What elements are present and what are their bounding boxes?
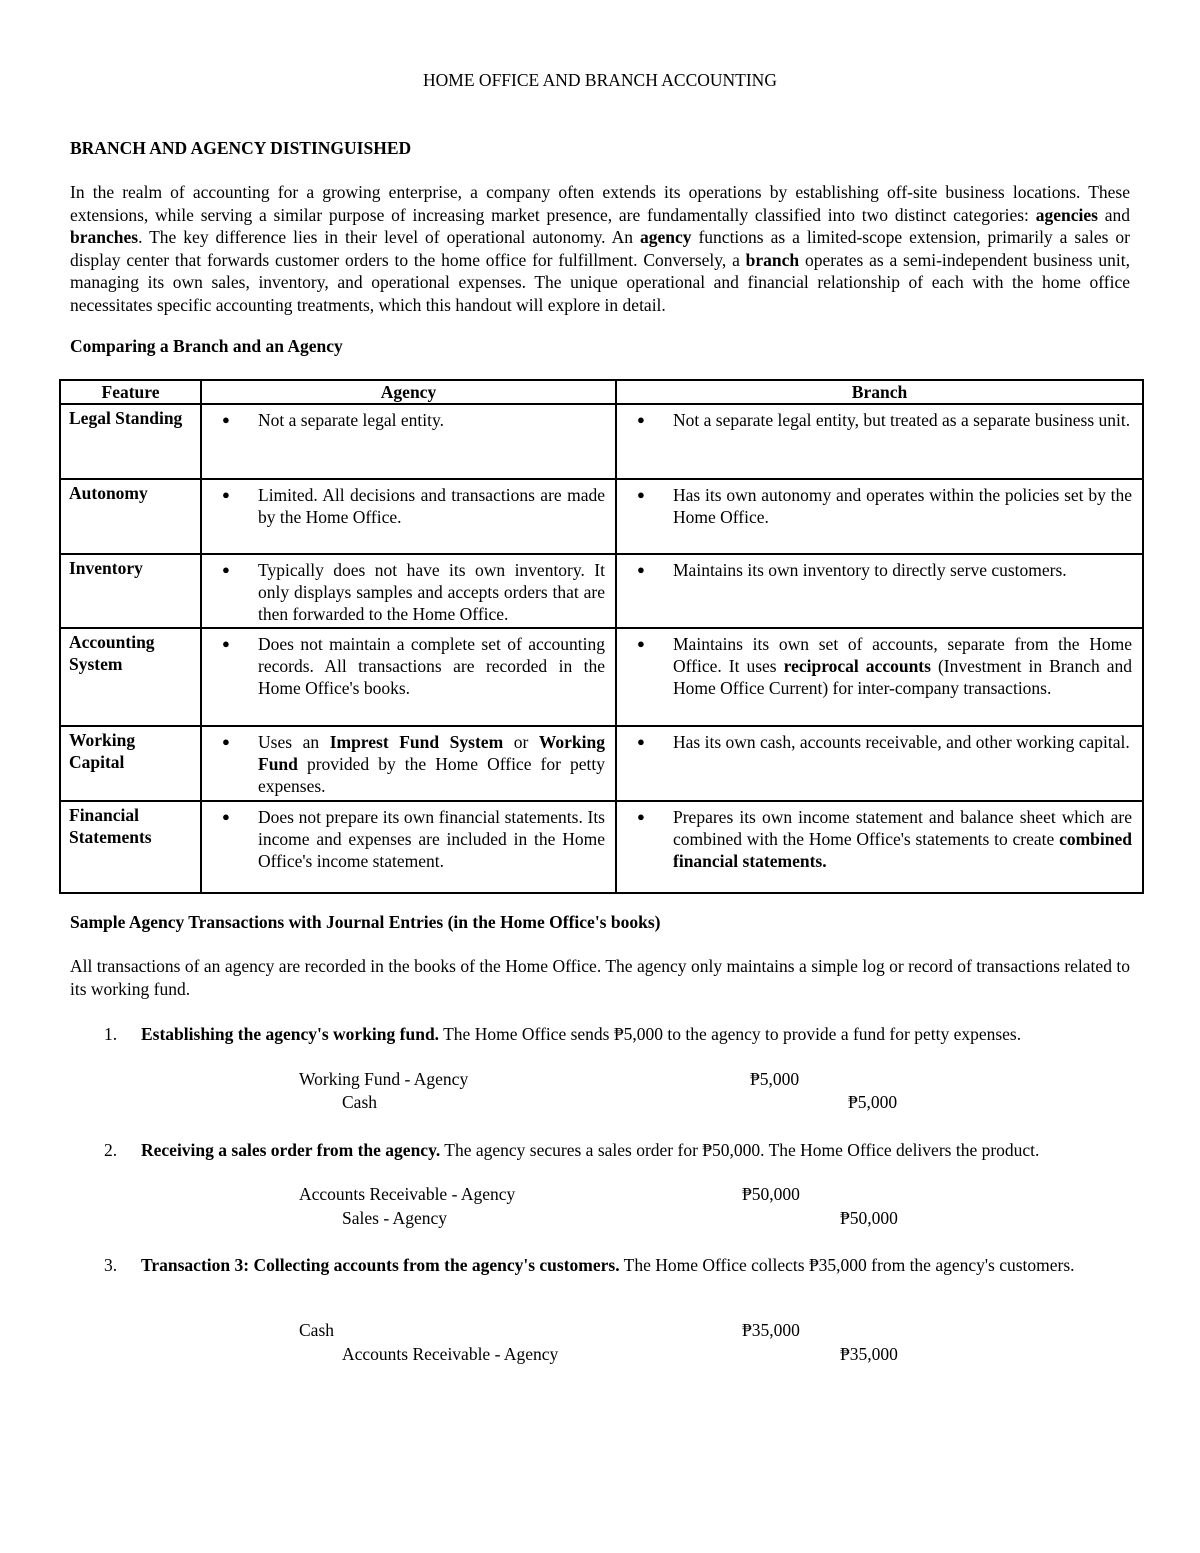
table-row xyxy=(60,801,1143,893)
bullet-icon: ● xyxy=(222,636,230,651)
feature-cell: Inventory xyxy=(60,554,201,628)
transaction-number: 2. xyxy=(104,1140,118,1160)
journal-debit-account: Working Fund - Agency xyxy=(299,1069,469,1089)
branch-cell: ● Has its own cash, accounts receivable, and other working capital. xyxy=(616,726,1143,801)
journal-credit-amount: ₱50,000 xyxy=(840,1208,898,1228)
journal-debit-amount: ₱50,000 xyxy=(742,1184,800,1204)
transaction-item xyxy=(104,1023,1130,1046)
bullet-icon: ● xyxy=(637,809,645,824)
transaction-item xyxy=(104,1139,1130,1162)
agency-cell: ● Does not maintain a complete set of accounting records. All transactions are recorded in the Home Office's books. xyxy=(201,628,616,726)
journal-debit-amount: ₱5,000 xyxy=(750,1069,800,1089)
branch-cell: ● Maintains its own set of accounts, separate from the Home Office. It uses reciprocal accounts (Investment in Branch and Home Office Current) for inter-company transactions. xyxy=(616,628,1143,726)
table-header-row xyxy=(60,380,1143,404)
agency-cell: ● Not a separate legal entity. xyxy=(201,404,616,479)
header-branch: Branch xyxy=(616,380,1143,404)
table-row xyxy=(60,479,1143,554)
journal-credit-amount: ₱35,000 xyxy=(840,1344,898,1364)
bullet-icon: ● xyxy=(637,412,645,427)
table-row xyxy=(60,554,1143,628)
transaction-text: Receiving a sales order from the agency. The agency secures a sales order for ₱50,000. The Home Office delivers the product. xyxy=(141,1140,1040,1160)
section-heading: BRANCH AND AGENCY DISTINGUISHED xyxy=(70,138,412,158)
table-caption: Comparing a Branch and an Agency xyxy=(70,336,343,356)
journal-debit-account: Cash xyxy=(299,1320,334,1340)
branch-cell: ● Has its own autonomy and operates within the policies set by the Home Office. xyxy=(616,479,1143,554)
journal-credit-account: Accounts Receivable - Agency xyxy=(342,1344,559,1364)
agency-cell: ● Uses an Imprest Fund System or Working Fund provided by the Home Office for petty expenses. xyxy=(201,726,616,801)
journal-credit-amount: ₱5,000 xyxy=(848,1092,898,1112)
intro-paragraph: In the realm of accounting for a growing enterprise, a company often extends its operations by establishing off-site business locations. These extensions, while serving a similar purpose of increasing market presence, are fundamentally classified into two distinct categories: agencies and branches. The key difference lies in their level of operational autonomy. An agency functions as a limited-scope extension, primarily a sales or display center that forwards customer orders to the home office for fulfillment. Conversely, a branch operates as a semi-independent business unit, managing its own sales, inventory, and operational expenses. The unique operational and financial relationship of each with the home office necessitates specific accounting treatments, which this handout will explore in detail. xyxy=(70,182,1130,315)
transaction-text: Transaction 3: Collecting accounts from the agency's customers. The Home Office collects ₱35,000 from the agency's customers. xyxy=(141,1255,1075,1275)
feature-cell: Financial Statements xyxy=(60,801,201,893)
bullet-icon: ● xyxy=(222,809,230,824)
branch-cell: ● Maintains its own inventory to directly serve customers. xyxy=(616,554,1143,628)
transaction-number: 1. xyxy=(104,1024,118,1044)
bullet-icon: ● xyxy=(637,734,645,749)
table-row xyxy=(60,726,1143,801)
feature-cell: Working Capital xyxy=(60,726,201,801)
feature-cell: Autonomy xyxy=(60,479,201,554)
journal-debit-amount: ₱35,000 xyxy=(742,1320,800,1340)
journal-debit-account: Accounts Receivable - Agency xyxy=(299,1184,516,1204)
branch-cell: ● Not a separate legal entity, but treated as a separate business unit. xyxy=(616,404,1143,479)
header-agency: Agency xyxy=(201,380,616,404)
bullet-icon: ● xyxy=(222,734,230,749)
transaction-text: Establishing the agency's working fund. The Home Office sends ₱5,000 to the agency to provide a fund for petty expenses. xyxy=(141,1024,1022,1044)
header-feature: Feature xyxy=(60,380,201,404)
table-row xyxy=(60,404,1143,479)
bullet-icon: ● xyxy=(637,636,645,651)
bullet-icon: ● xyxy=(222,487,230,502)
bullet-icon: ● xyxy=(637,487,645,502)
branch-cell: ● Prepares its own income statement and balance sheet which are combined with the Home Office's statements to create combined financial statements. xyxy=(616,801,1143,893)
agency-cell: ● Does not prepare its own financial statements. Its income and expenses are included in the Home Office's income statement. xyxy=(201,801,616,893)
transaction-number: 3. xyxy=(104,1255,118,1275)
transaction-item xyxy=(104,1254,1130,1277)
journal-credit-account: Cash xyxy=(342,1092,377,1112)
agency-cell: ● Typically does not have its own inventory. It only displays samples and accepts orders that are then forwarded to the Home Office. xyxy=(201,554,616,628)
bullet-icon: ● xyxy=(222,412,230,427)
sample-transactions-heading: Sample Agency Transactions with Journal Entries (in the Home Office's books) xyxy=(70,912,661,932)
table-row xyxy=(60,628,1143,726)
feature-cell: Legal Standing xyxy=(60,404,201,479)
bullet-icon: ● xyxy=(222,562,230,577)
journal-credit-account: Sales - Agency xyxy=(342,1208,447,1228)
document-title: HOME OFFICE AND BRANCH ACCOUNTING xyxy=(423,70,777,90)
bullet-icon: ● xyxy=(637,562,645,577)
sample-intro-paragraph: All transactions of an agency are recorded in the books of the Home Office. The agency only maintains a simple log or record of transactions related to its working fund. xyxy=(70,956,1130,999)
agency-cell: ● Limited. All decisions and transactions are made by the Home Office. xyxy=(201,479,616,554)
feature-cell: Accounting System xyxy=(60,628,201,726)
comparison-table xyxy=(59,379,1144,894)
